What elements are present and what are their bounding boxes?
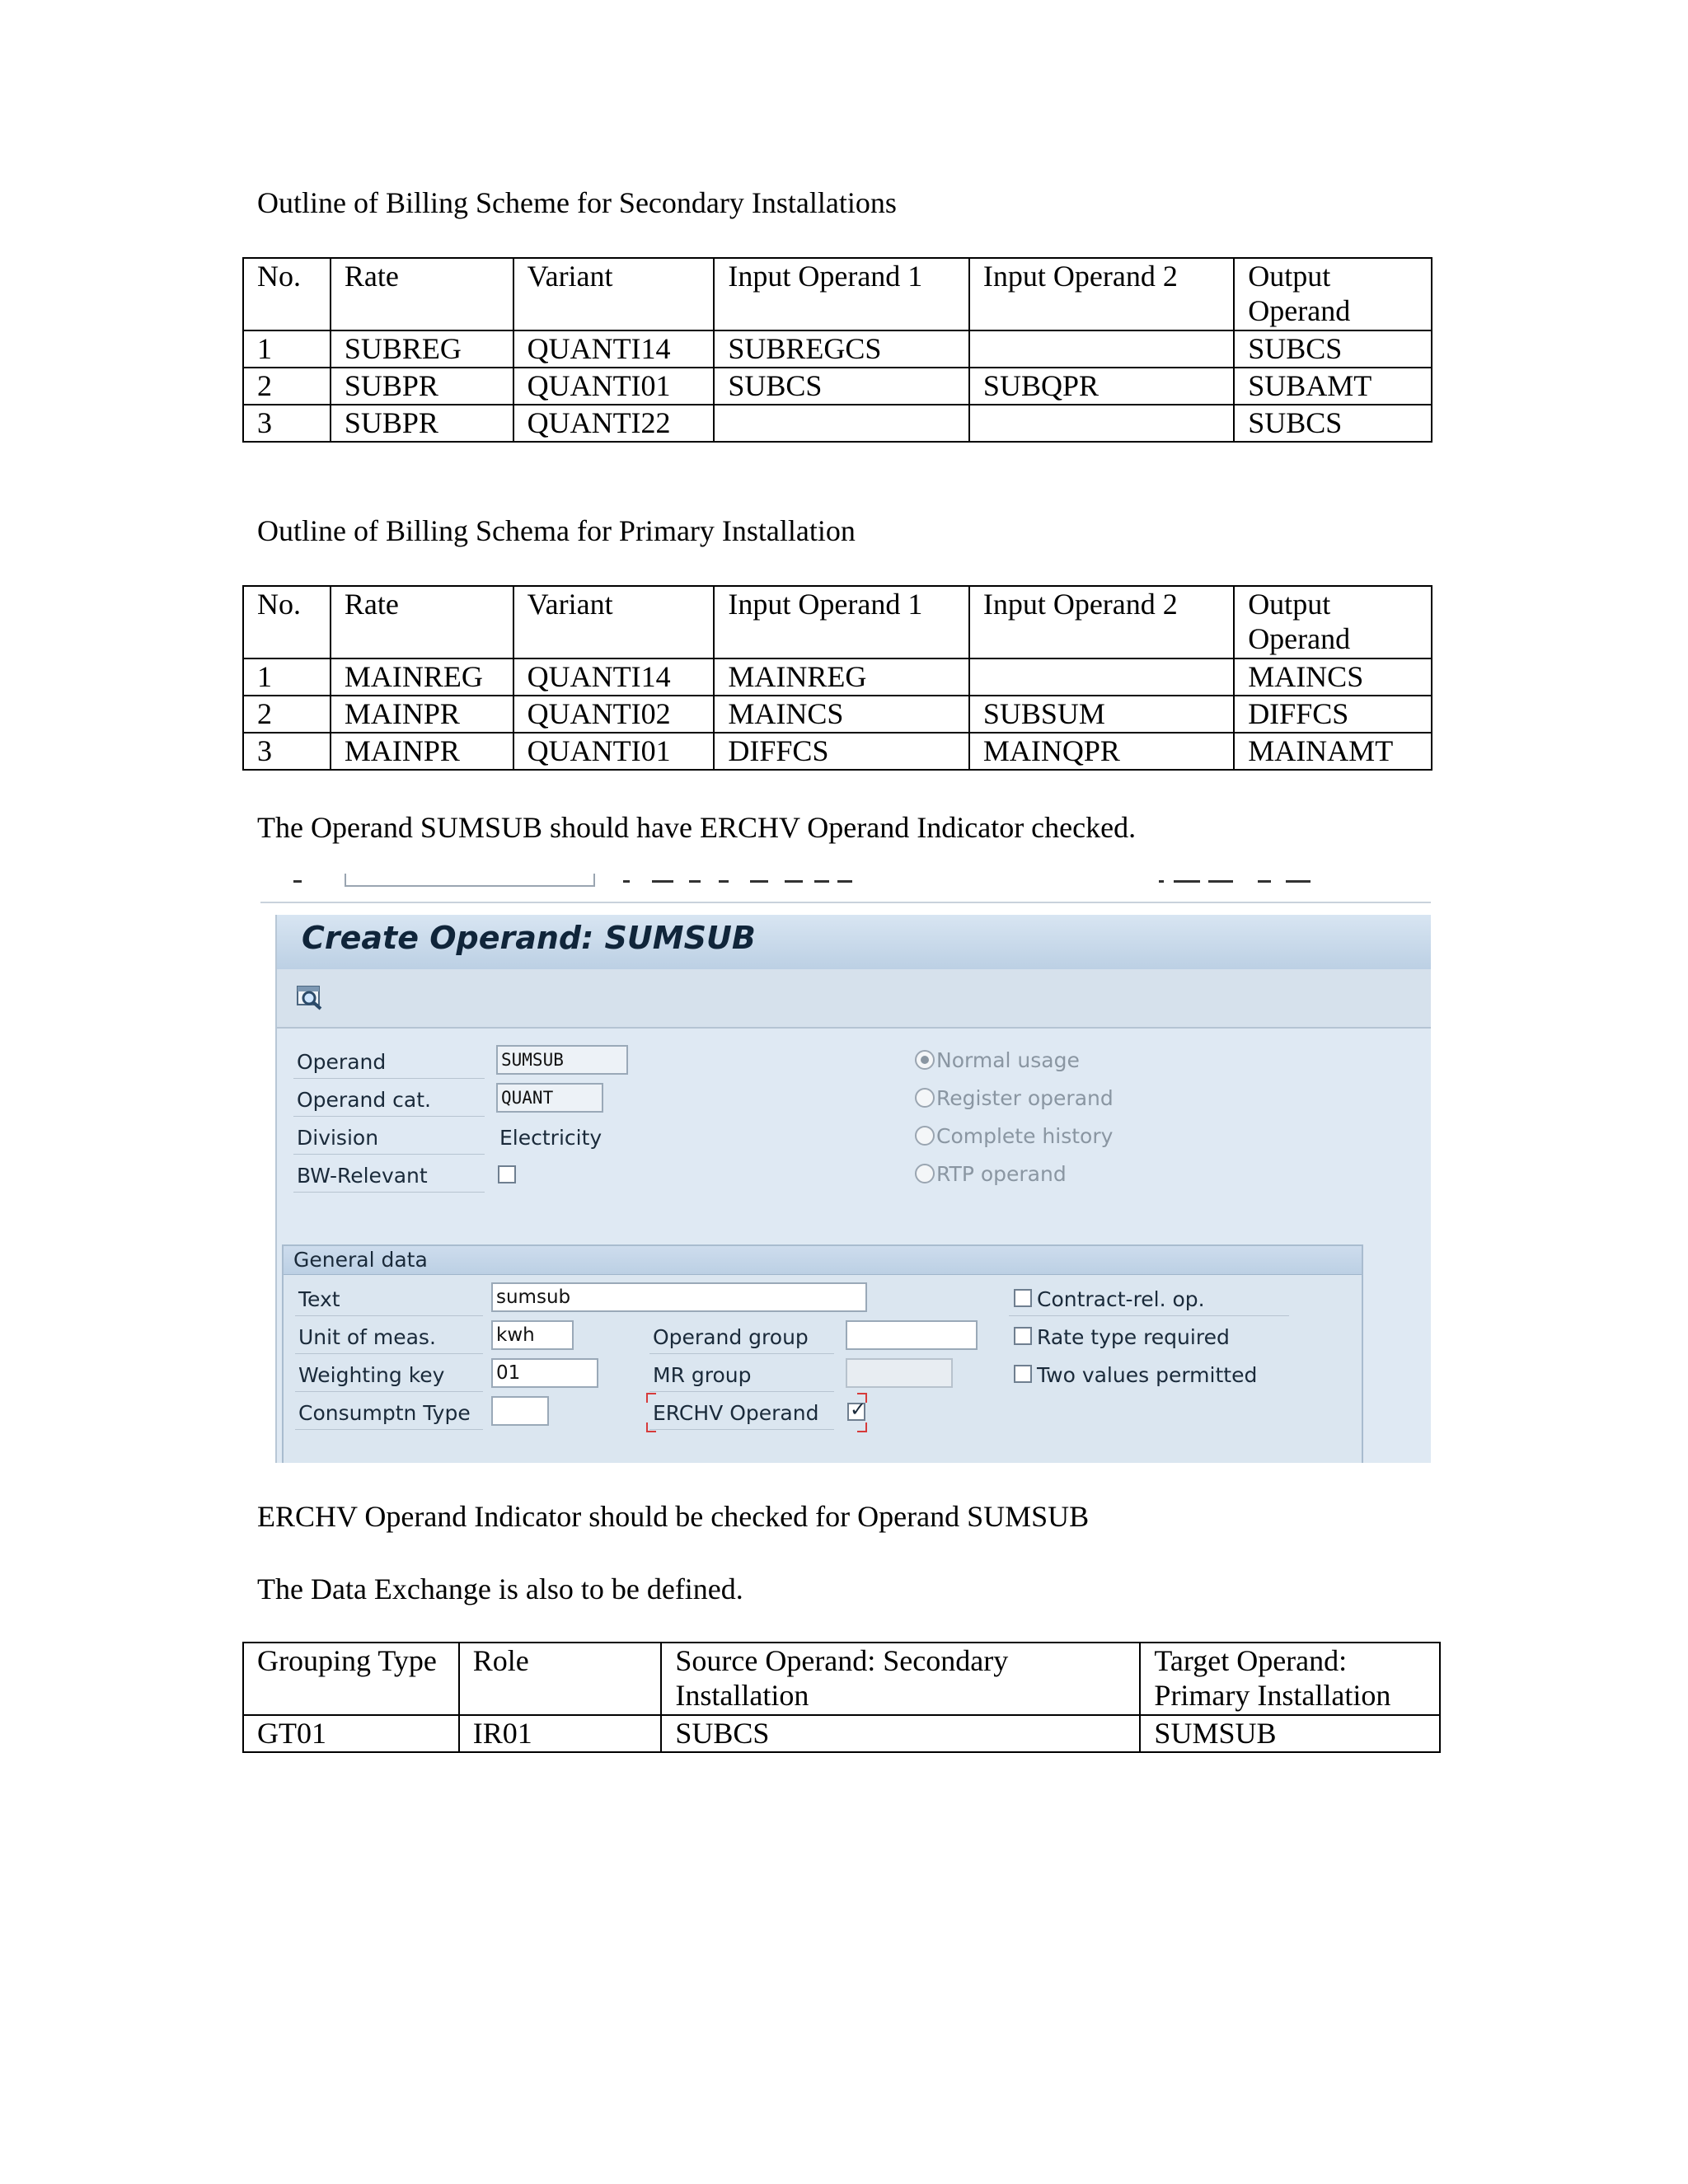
text-field[interactable]: sumsub: [491, 1282, 867, 1312]
cell: SUBCS: [661, 1715, 1140, 1752]
cell: SUBREG: [331, 330, 513, 368]
cell: QUANTI22: [513, 405, 715, 442]
erchv-operand-label: ERCHV Operand: [653, 1401, 819, 1425]
contract-rel-op-checkbox[interactable]: [1014, 1289, 1032, 1307]
table-row: [243, 696, 1432, 733]
general-data-group: [282, 1244, 1363, 1463]
cell: MAINCS: [714, 696, 968, 733]
heading-secondary-scheme: Outline of Billing Scheme for Secondary Installations: [257, 186, 897, 219]
col-header-input-operand-1: Input Operand 1: [714, 586, 968, 658]
contract-rel-op-label: Contract-rel. op.: [1037, 1287, 1205, 1311]
screen-title: Create Operand: SUMSUB: [302, 920, 756, 956]
cropped-toolbar-strip: [260, 874, 1431, 898]
col-header-input-operand-2: Input Operand 2: [969, 586, 1234, 658]
col-header-target-operand: Target Operand: Primary Installation: [1140, 1643, 1440, 1715]
table-row: [243, 330, 1432, 368]
operand-label: Operand: [297, 1050, 387, 1074]
unit-of-meas-label: Unit of meas.: [298, 1325, 436, 1349]
cell: SUMSUB: [1140, 1715, 1440, 1752]
cell: SUBCS: [714, 368, 969, 405]
sap-create-operand-screenshot: [260, 874, 1431, 1463]
operand-group-field[interactable]: [846, 1320, 978, 1350]
cell: SUBAMT: [1234, 368, 1432, 405]
heading-primary-schema: Outline of Billing Schema for Primary Installation: [257, 514, 856, 547]
secondary-billing-table: [242, 257, 1432, 443]
cell: 1: [243, 658, 331, 696]
cell: QUANTI01: [513, 368, 715, 405]
application-toolbar: [277, 969, 1431, 1029]
cell: QUANTI01: [513, 733, 715, 770]
operand-cat-field[interactable]: QUANT: [496, 1083, 603, 1113]
cell: SUBPR: [331, 405, 513, 442]
cell: [969, 330, 1234, 368]
cell: SUBREGCS: [714, 330, 969, 368]
cell: MAINQPR: [969, 733, 1234, 770]
table-row: [243, 405, 1432, 442]
col-header-input-operand-1: Input Operand 1: [714, 258, 969, 330]
data-exchange-table: [242, 1642, 1441, 1753]
col-header-output-operand: Output Operand: [1234, 258, 1432, 330]
erchv-operand-checkbox[interactable]: [847, 1403, 865, 1421]
table-header-row: [243, 586, 1432, 658]
display-object-icon[interactable]: [295, 982, 325, 1012]
cell: 2: [243, 368, 331, 405]
cell: SUBCS: [1234, 405, 1432, 442]
normal-usage-radio[interactable]: [915, 1050, 935, 1070]
two-values-permitted-checkbox[interactable]: [1014, 1365, 1032, 1383]
bw-relevant-checkbox[interactable]: [498, 1165, 516, 1183]
col-header-output-operand: Output Operand: [1234, 586, 1432, 658]
mr-group-field[interactable]: [846, 1358, 953, 1388]
rate-type-required-label: Rate type required: [1037, 1325, 1230, 1349]
table-row: [243, 1715, 1440, 1752]
col-header-no: No.: [243, 258, 331, 330]
table-header-row: [243, 258, 1432, 330]
col-header-variant: Variant: [513, 586, 715, 658]
cell: MAINREG: [331, 658, 513, 696]
complete-history-radio[interactable]: [915, 1126, 935, 1146]
note-data-exchange: The Data Exchange is also to be defined.: [257, 1572, 743, 1605]
text-label: Text: [298, 1287, 340, 1311]
table-row: [243, 658, 1432, 696]
cell: MAINPR: [331, 696, 513, 733]
cell: SUBSUM: [969, 696, 1234, 733]
division-label: Division: [297, 1126, 379, 1150]
consumptn-type-field[interactable]: [491, 1396, 549, 1426]
rtp-operand-radio[interactable]: [915, 1164, 935, 1183]
cell: 3: [243, 733, 331, 770]
cell: QUANTI02: [513, 696, 715, 733]
cell: QUANTI14: [513, 330, 715, 368]
cell: IR01: [459, 1715, 662, 1752]
col-header-rate: Rate: [331, 586, 513, 658]
cell: 2: [243, 696, 331, 733]
col-header-role: Role: [459, 1643, 662, 1715]
cell: MAINAMT: [1234, 733, 1432, 770]
bw-relevant-label: BW-Relevant: [297, 1164, 428, 1188]
cell: 1: [243, 330, 331, 368]
cell: MAINCS: [1234, 658, 1432, 696]
register-operand-label: Register operand: [936, 1086, 1114, 1110]
cell: DIFFCS: [714, 733, 968, 770]
operand-field[interactable]: SUMSUB: [496, 1045, 628, 1075]
cell: QUANTI14: [513, 658, 715, 696]
title-bar: [277, 915, 1431, 970]
unit-of-meas-field[interactable]: kwh: [491, 1320, 574, 1350]
register-operand-radio[interactable]: [915, 1088, 935, 1108]
operand-group-label: Operand group: [653, 1325, 809, 1349]
mr-group-label: MR group: [653, 1363, 752, 1387]
general-data-header: [284, 1246, 1362, 1275]
division-value: Electricity: [499, 1126, 603, 1150]
col-header-grouping-type: Grouping Type: [243, 1643, 459, 1715]
two-values-permitted-label: Two values permitted: [1037, 1363, 1258, 1387]
note-erchv-indicator: ERCHV Operand Indicator should be checked for Operand SUMSUB: [257, 1500, 1090, 1533]
cell: SUBCS: [1234, 330, 1432, 368]
cell: MAINPR: [331, 733, 513, 770]
consumptn-type-label: Consumptn Type: [298, 1401, 471, 1425]
operand-cat-label: Operand cat.: [297, 1088, 432, 1112]
cell: SUBPR: [331, 368, 513, 405]
complete-history-label: Complete history: [936, 1124, 1114, 1148]
col-header-variant: Variant: [513, 258, 715, 330]
cell: GT01: [243, 1715, 459, 1752]
cell: [969, 658, 1234, 696]
col-header-rate: Rate: [331, 258, 513, 330]
cell: [714, 405, 969, 442]
table-header-row: [243, 1643, 1440, 1715]
normal-usage-label: Normal usage: [936, 1048, 1080, 1072]
rtp-operand-label: RTP operand: [936, 1162, 1067, 1186]
rate-type-required-checkbox[interactable]: [1014, 1327, 1032, 1345]
weighting-key-label: Weighting key: [298, 1363, 445, 1387]
cell: DIFFCS: [1234, 696, 1432, 733]
cell: [969, 405, 1234, 442]
col-header-source-operand: Source Operand: Secondary Installation: [661, 1643, 1140, 1715]
operand-panel: [275, 915, 1431, 1463]
primary-billing-table: [242, 585, 1432, 771]
col-header-no: No.: [243, 586, 331, 658]
table-row: [243, 733, 1432, 770]
general-data-title: General data: [293, 1248, 428, 1272]
cell: 3: [243, 405, 331, 442]
cell: MAINREG: [714, 658, 968, 696]
weighting-key-field[interactable]: 01: [491, 1358, 598, 1388]
col-header-input-operand-2: Input Operand 2: [969, 258, 1234, 330]
command-field[interactable]: [345, 874, 595, 887]
table-row: [243, 368, 1432, 405]
note-erchv-checked: The Operand SUMSUB should have ERCHV Operand Indicator checked.: [257, 811, 1137, 844]
cell: SUBQPR: [969, 368, 1234, 405]
